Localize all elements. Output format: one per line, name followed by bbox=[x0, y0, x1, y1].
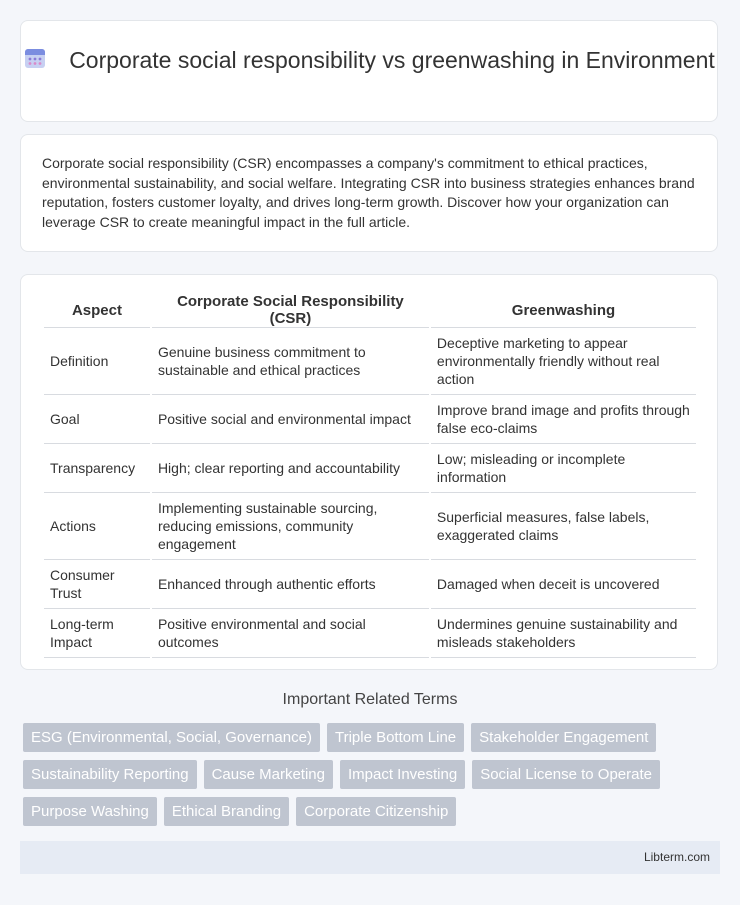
tag-triple-bottom-line[interactable]: Triple Bottom Line bbox=[327, 723, 464, 752]
table-cell-aspect: Transparency bbox=[44, 444, 150, 493]
header-aspect: Aspect bbox=[44, 293, 150, 328]
table-cell-aspect: Goal bbox=[44, 395, 150, 444]
table-cell-csr: Enhanced through authentic efforts bbox=[152, 560, 429, 609]
table-row bbox=[44, 395, 696, 444]
tag-ethical-branding[interactable]: Ethical Branding bbox=[164, 797, 289, 826]
tag-row bbox=[23, 760, 703, 789]
table-header-row bbox=[44, 293, 696, 328]
page-title-text: Corporate social responsibility vs greenwashing in Environment bbox=[69, 47, 715, 73]
tag-corporate-citizenship[interactable]: Corporate Citizenship bbox=[296, 797, 456, 826]
table-cell-greenwashing: Improve brand image and profits through false eco-claims bbox=[431, 395, 696, 444]
table-row bbox=[44, 560, 696, 609]
intro-card bbox=[20, 134, 718, 252]
table-cell-csr: Positive social and environmental impact bbox=[152, 395, 429, 444]
tag-purpose-washing[interactable]: Purpose Washing bbox=[23, 797, 157, 826]
footer bbox=[20, 841, 720, 874]
header-greenwashing: Greenwashing bbox=[431, 293, 696, 328]
table-cell-aspect: Actions bbox=[44, 493, 150, 560]
table-cell-greenwashing: Deceptive marketing to appear environmentally friendly without real action bbox=[431, 328, 696, 395]
intro-paragraph: Corporate social responsibility (CSR) encompasses a company's commitment to ethical practices, environmental sustainability, and social welfare. Integrating CSR into business strategies enhances brand reputation, fosters customer loyalty, and drives long-term growth. Discover how your organization can leverage CSR to create meaningful impact in the full article. bbox=[42, 155, 695, 230]
table-cell-csr: Genuine business commitment to sustainable and ethical practices bbox=[152, 328, 429, 395]
header-csr: Corporate Social Responsibility (CSR) bbox=[152, 293, 429, 328]
tag-cause-marketing[interactable]: Cause Marketing bbox=[204, 760, 333, 789]
tag-row bbox=[23, 797, 703, 826]
table-cell-greenwashing: Superficial measures, false labels, exaggerated claims bbox=[431, 493, 696, 560]
table-row bbox=[44, 609, 696, 658]
footer-site-link[interactable]: Libterm.com bbox=[643, 850, 710, 864]
table-cell-greenwashing: Low; misleading or incomplete information bbox=[431, 444, 696, 493]
related-terms-tags bbox=[23, 723, 703, 834]
table-cell-greenwashing: Damaged when deceit is uncovered bbox=[431, 560, 696, 609]
table-cell-csr: High; clear reporting and accountability bbox=[152, 444, 429, 493]
table-row bbox=[44, 328, 696, 395]
tag-impact-investing[interactable]: Impact Investing bbox=[340, 760, 465, 789]
tag-social-license-to-operate[interactable]: Social License to Operate bbox=[472, 760, 660, 789]
table-cell-aspect: Long-term Impact bbox=[44, 609, 150, 658]
tag-row bbox=[23, 723, 703, 752]
tag-sustainability-reporting[interactable]: Sustainability Reporting bbox=[23, 760, 197, 789]
related-terms-title: Important Related Terms bbox=[282, 691, 458, 708]
table-cell-greenwashing: Undermines genuine sustainability and misleads stakeholders bbox=[431, 609, 696, 658]
table-row bbox=[44, 444, 696, 493]
tag-stakeholder-engagement[interactable]: Stakeholder Engagement bbox=[471, 723, 656, 752]
title-card bbox=[20, 20, 718, 122]
page-title bbox=[21, 45, 717, 75]
table-row bbox=[44, 493, 696, 560]
calendar-icon bbox=[23, 46, 47, 70]
table-cell-csr: Positive environmental and social outcomes bbox=[152, 609, 429, 658]
table-cell-csr: Implementing sustainable sourcing, reducing emissions, community engagement bbox=[152, 493, 429, 560]
comparison-card bbox=[20, 274, 718, 670]
comparison-table bbox=[42, 293, 698, 658]
tag-esg[interactable]: ESG (Environmental, Social, Governance) bbox=[23, 723, 320, 752]
table-cell-aspect: Consumer Trust bbox=[44, 560, 150, 609]
table-cell-aspect: Definition bbox=[44, 328, 150, 395]
